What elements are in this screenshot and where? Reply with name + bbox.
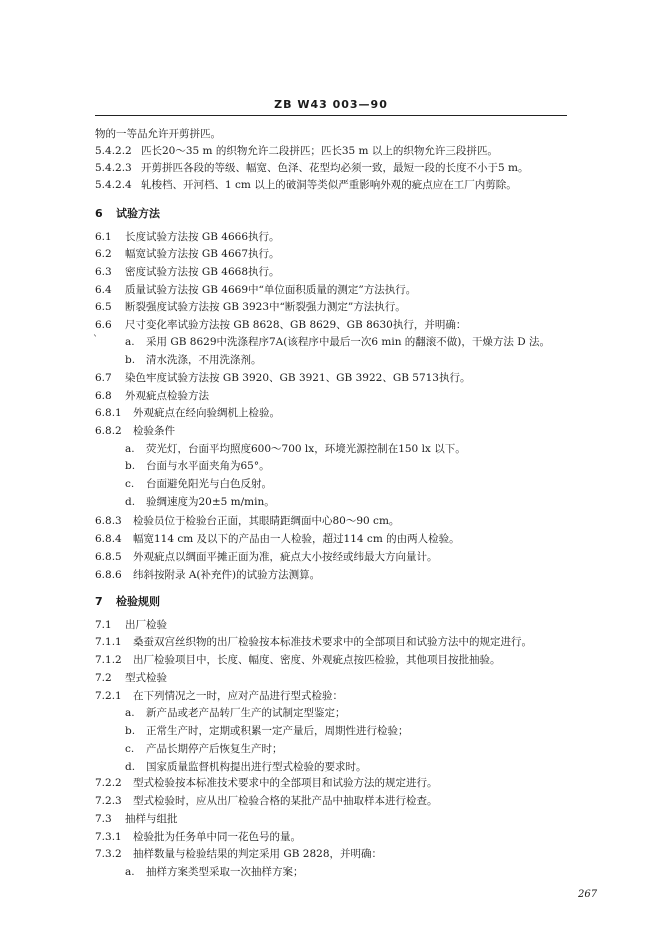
clause-line	[95, 794, 438, 808]
clause-text: 检验员位于检验台正面，其眼睛距绸面中心80～90 cm。	[133, 515, 400, 527]
clause-text: 型式检验按本标准技术要求中的全部项目和试验方法的规定进行。	[133, 777, 438, 789]
clause-line	[95, 812, 178, 826]
clause-number: 6.8.4	[95, 533, 122, 545]
clause-number: 7.2.2	[95, 777, 122, 789]
list-item	[95, 495, 275, 509]
clause-text: 验绸速度为20±5 m/min。	[146, 496, 275, 508]
clause-number: 5.4.2.2	[95, 145, 132, 157]
clause-text: 抽样方案类型采取一次抽样方案；	[146, 866, 304, 878]
clause-number: 7.3	[95, 813, 112, 825]
document-header: ZB W43 003—90	[274, 98, 388, 111]
clause-line	[95, 265, 280, 279]
clause-text: 出厂检验	[125, 619, 167, 631]
clause-number: 6.8.3	[95, 515, 122, 527]
clause-text: 纬斜按附录 A(补充件)的试验方法测算。	[133, 569, 321, 581]
clause-text: 试验方法	[116, 207, 160, 220]
clause-text: 密度试验方法按 GB 4668执行。	[125, 266, 280, 278]
clause-number: 6.5	[95, 301, 112, 313]
list-item	[95, 442, 466, 456]
clause-number: d.	[125, 761, 136, 773]
clause-line	[95, 514, 399, 528]
clause-number: 5.4.2.4	[95, 179, 132, 191]
clause-text: 外观疵点检验方法	[125, 390, 209, 402]
clause-text: 幅宽114 cm 及以下的产品由一人检验，超过114 cm 的由两人检验。	[133, 533, 460, 545]
clause-text: 产品长期停产后恢复生产时；	[146, 743, 283, 755]
list-item	[95, 760, 367, 774]
clause-line	[95, 830, 301, 844]
clause-number: 7.2.3	[95, 795, 122, 807]
clause-line	[95, 127, 221, 141]
clause-text: 轧梭档、开河档、1 cm 以上的破洞等类似严重影响外观的疵点应在工厂内剪除。	[141, 179, 517, 191]
clause-number: 7.2.1	[95, 690, 122, 702]
clause-text: 清水洗涤，不用洗涤剂。	[146, 354, 262, 366]
clause-line	[95, 847, 382, 861]
clause-line	[95, 161, 528, 175]
clause-text: 检验条件	[133, 425, 175, 437]
clause-number: 6.2	[95, 248, 112, 260]
page-number: 267	[578, 889, 598, 900]
clause-text: 检验规则	[116, 595, 160, 608]
clause-text: 出厂检验项目中，长度、幅度、密度、外观疵点按匹检验，其他项目按批抽验。	[133, 654, 501, 666]
clause-text: 外观疵点以绸面平摊正面为准，疵点大小按经或纬最大方向量计。	[133, 551, 438, 563]
clause-line	[95, 230, 280, 244]
clause-text: 检验批为任务单中同一花色号的量。	[133, 831, 301, 843]
clause-line	[95, 389, 209, 403]
clause-number: 6.6	[95, 319, 112, 331]
clause-number: c.	[125, 743, 135, 755]
clause-line	[95, 689, 343, 703]
clause-line	[95, 247, 280, 261]
list-item	[95, 865, 304, 879]
clause-number: d.	[125, 496, 136, 508]
clause-text: 长度试验方法按 GB 4666执行。	[125, 231, 280, 243]
clause-line	[95, 318, 466, 332]
clause-text: 抽样与组批	[125, 813, 178, 825]
clause-number: 7.3.1	[95, 831, 122, 843]
clause-line	[95, 568, 320, 582]
clause-line	[95, 550, 438, 564]
clause-text: 国家质量监督机构提出进行型式检验的要求时。	[146, 761, 367, 773]
clause-text: 开剪拼匹各段的等级、幅宽、色泽、花型均必须一致，最短一段的长度不小于5 m。	[141, 162, 529, 174]
clause-number: a.	[125, 866, 135, 878]
clause-number: a.	[125, 336, 135, 348]
clause-text: 台面避免阳光与白色反射。	[146, 478, 272, 490]
clause-number: 6.1	[95, 231, 112, 243]
clause-line	[95, 144, 498, 158]
clause-number: b.	[125, 460, 136, 472]
list-item	[95, 353, 262, 367]
list-item	[95, 724, 409, 738]
clause-line	[95, 635, 532, 649]
clause-line	[95, 653, 501, 667]
clause-line	[95, 178, 517, 192]
section-heading	[95, 595, 160, 609]
clause-text: 荧光灯，台面平均照度600～700 lx，环境光源控制在150 lx 以下。	[146, 443, 466, 455]
clause-text: 匹长20～35 m 的织物允许二段拼匹；匹长35 m 以上的织物允许三段拼匹。	[141, 145, 498, 157]
clause-number: 7.1	[95, 619, 112, 631]
clause-number: a.	[125, 707, 135, 719]
clause-number: 6.8	[95, 390, 112, 402]
clause-line	[95, 371, 471, 385]
clause-number: a.	[125, 443, 135, 455]
clause-text: 尺寸变化率试验方法按 GB 8628、GB 8629、GB 8630执行，并明确：	[125, 319, 467, 331]
clause-text: 物的一等品允许开剪拼匹。	[95, 128, 221, 140]
clause-number: 6	[95, 207, 103, 220]
clause-text: 采用 GB 8629中洗涤程序7A(该程序中最后一次6 min 的翻滚不做)，干燥方法 D 法。	[146, 336, 550, 348]
clause-number: 6.7	[95, 372, 112, 384]
clause-number: 5.4.2.3	[95, 162, 132, 174]
clause-number: 7.1.2	[95, 654, 122, 666]
clause-line	[95, 532, 460, 546]
margin-mark: ˋ	[93, 335, 98, 346]
clause-text: 幅宽试验方法按 GB 4667执行。	[125, 248, 280, 260]
clause-line	[95, 776, 438, 790]
clause-number: 7.2	[95, 672, 112, 684]
clause-text: 正常生产时，定期或积累一定产量后，周期性进行检验；	[146, 725, 409, 737]
clause-number: 7	[95, 595, 103, 608]
clause-number: 7.1.1	[95, 636, 122, 648]
list-item	[95, 706, 346, 720]
section-heading	[95, 207, 160, 221]
list-item	[95, 477, 272, 491]
clause-number: b.	[125, 354, 136, 366]
clause-number: 6.3	[95, 266, 112, 278]
clause-text: 型式检验时，应从出厂检验合格的某批产品中抽取样本进行检查。	[133, 795, 438, 807]
clause-text: 外观疵点在经向验绸机上检验。	[133, 407, 280, 419]
clause-text: 断裂强度试验方法按 GB 3923中“断裂强力测定”方法执行。	[125, 301, 406, 313]
clause-number: b.	[125, 725, 136, 737]
clause-text: 新产品或老产品转厂生产的试制定型鉴定；	[146, 707, 346, 719]
clause-number: 6.8.6	[95, 569, 122, 581]
clause-line	[95, 424, 175, 438]
clause-line	[95, 618, 167, 632]
clause-number: 7.3.2	[95, 848, 122, 860]
clause-text: 型式检验	[125, 672, 167, 684]
clause-text: 台面与水平面夹角为65°。	[146, 460, 270, 472]
clause-line	[95, 300, 406, 314]
clause-text: 桑蚕双宫丝织物的出厂检验按本标准技术要求中的全部项目和试验方法中的规定进行。	[133, 636, 532, 648]
clause-number: 6.8.1	[95, 407, 122, 419]
clause-line	[95, 406, 280, 420]
clause-number: c.	[125, 478, 135, 490]
list-item	[95, 459, 270, 473]
list-item	[95, 742, 283, 756]
clause-line	[95, 283, 416, 297]
clause-text: 染色牢度试验方法按 GB 3920、GB 3921、GB 3922、GB 5713执行。	[125, 372, 471, 384]
clause-text: 质量试验方法按 GB 4669中“单位面积质量的测定”方法执行。	[125, 284, 417, 296]
header-rule	[95, 115, 567, 116]
clause-line	[95, 671, 167, 685]
clause-number: 6.4	[95, 284, 112, 296]
clause-number: 6.8.5	[95, 551, 122, 563]
clause-text: 抽样数量与检验结果的判定采用 GB 2828，并明确：	[133, 848, 382, 860]
clause-text: 在下列情况之一时，应对产品进行型式检验：	[133, 690, 343, 702]
clause-number: 6.8.2	[95, 425, 122, 437]
list-item	[95, 335, 550, 349]
